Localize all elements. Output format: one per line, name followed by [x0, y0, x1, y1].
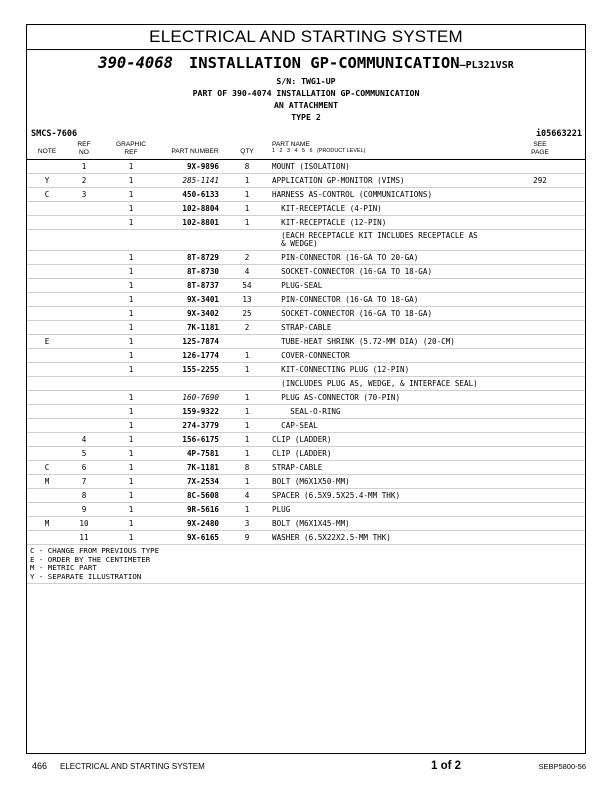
group-title: INSTALLATION GP-COMMUNICATION [188, 54, 460, 72]
ref-no-cell: 9 [81, 505, 87, 514]
ref-no-cell: 6 [81, 463, 87, 472]
ref-no-cell: 4 [81, 435, 87, 444]
part-name-cell: BOLT (M6X1X50-MM) [272, 477, 350, 486]
qty-cell: 4 [244, 267, 250, 276]
qty-cell: 1 [244, 351, 250, 360]
ref-no-cell: 8 [81, 491, 87, 500]
qty-cell: 1 [244, 477, 250, 486]
qty-cell: 1 [244, 407, 250, 416]
part-name-cell: PLUG-SEAL [272, 281, 323, 290]
part-name-cell: KIT-CONNECTING PLUG (12-PIN) [272, 365, 410, 374]
parts-heading [27, 54, 585, 123]
table-row [27, 363, 585, 377]
col-graphic-ref: GRAPHIC REF [115, 141, 147, 156]
attachment-line: AN ATTACHMENT [273, 100, 339, 110]
graphic-ref-cell: 1 [128, 176, 134, 185]
part-number-cell: 285-1141 [182, 176, 219, 185]
page-frame [26, 24, 586, 754]
graphic-ref-cell: 1 [128, 533, 134, 542]
graphic-ref-cell: 1 [128, 281, 134, 290]
part-name-cell: STRAP-CABLE [272, 463, 323, 472]
notes-legend [27, 547, 585, 584]
group-title-suffix: —PL321VSR [459, 60, 514, 71]
document-id: SEBP5800-56 [538, 762, 586, 771]
qty-cell: 3 [244, 519, 250, 528]
graphic-ref-cell: 1 [128, 393, 134, 402]
part-name-cell: PIN-CONNECTOR (16-GA TO 18-GA) [272, 295, 419, 304]
table-row [27, 251, 585, 265]
part-number-cell: 9X-2480 [186, 519, 219, 528]
graphic-ref-cell: 1 [128, 491, 134, 500]
legend-item: Y - SEPARATE ILLUSTRATION [30, 571, 142, 581]
qty-cell: 2 [244, 253, 250, 262]
graphic-ref-cell: 1 [128, 218, 134, 227]
part-number-cell: 7K-1181 [186, 463, 219, 472]
legend-item: M - METRIC PART [30, 563, 97, 572]
part-number-cell: 8T-8729 [186, 253, 219, 262]
part-number-cell: 9X-9896 [186, 162, 219, 171]
graphic-ref-cell: 1 [128, 435, 134, 444]
table-row [27, 216, 585, 230]
graphic-ref-cell: 1 [128, 162, 134, 171]
table-row [27, 230, 585, 251]
table-row [27, 475, 585, 489]
part-name-cell: SEAL-O-RING [272, 407, 341, 416]
part-name-cell: TUBE-HEAT SHRINK (5.72-MM DIA) (20-CM) [272, 337, 455, 346]
part-number-cell: 7X-2534 [186, 477, 219, 486]
graphic-ref-cell: 1 [128, 449, 134, 458]
part-number-cell: 102-8804 [182, 204, 219, 213]
part-name-cell: MOUNT (ISOLATION) [272, 162, 350, 171]
part-number-cell: 9X-3401 [186, 295, 219, 304]
graphic-ref-cell: 1 [128, 295, 134, 304]
graphic-ref-cell: 1 [128, 337, 134, 346]
col-product-level: 1 2 3 4 5 6 (PRODUCT LEVEL) [272, 148, 366, 154]
qty-cell: 13 [242, 295, 252, 304]
qty-cell: 1 [244, 449, 250, 458]
table-header [27, 141, 585, 160]
part-number-cell: 8T-8730 [186, 267, 219, 276]
part-number-cell: 8T-8737 [186, 281, 219, 290]
part-name-cell: KIT-RECEPTACLE (4-PIN) [272, 204, 382, 213]
qty-cell: 9 [244, 533, 250, 542]
part-number-cell: 126-1774 [182, 351, 219, 360]
note-cell: M [44, 477, 50, 486]
see-page-cell[interactable]: 292 [533, 176, 547, 185]
table-row [27, 391, 585, 405]
graphic-ref-cell: 1 [128, 309, 134, 318]
note-cell: C [44, 190, 50, 199]
part-name-cell: PLUG AS-CONNECTOR (70-PIN) [272, 393, 401, 402]
part-number-cell: 159-9322 [182, 407, 219, 416]
graphic-ref-cell: 1 [128, 365, 134, 374]
col-see-page: SEE PAGE [531, 141, 549, 156]
qty-cell: 4 [244, 491, 250, 500]
table-row [27, 349, 585, 363]
table-row [27, 405, 585, 419]
table-row [27, 293, 585, 307]
table-row [27, 461, 585, 475]
qty-cell: 1 [244, 435, 250, 444]
col-part-name: PART NAME [272, 141, 310, 148]
graphic-ref-cell: 1 [128, 463, 134, 472]
part-name-cell: STRAP-CABLE [272, 323, 332, 332]
table-row [27, 489, 585, 503]
table-row [27, 307, 585, 321]
qty-cell: 1 [244, 218, 250, 227]
ref-no-cell: 3 [81, 190, 87, 199]
smcs-code: SMCS-7606 [31, 129, 78, 139]
graphic-ref-cell: 1 [128, 421, 134, 430]
part-name-cell: PIN-CONNECTOR (16-GA TO 20-GA) [272, 253, 419, 262]
qty-cell: 1 [244, 190, 250, 199]
part-name-cell: (EACH RECEPTACLE KIT INCLUDES RECEPTACLE AS & WEDGE) [281, 230, 478, 248]
note-cell: M [44, 519, 50, 528]
qty-cell: 1 [244, 365, 250, 374]
part-number-cell: 274-3779 [182, 421, 219, 430]
graphic-ref-cell: 1 [128, 253, 134, 262]
part-name-cell: SOCKET-CONNECTOR (16-GA TO 18-GA) [272, 309, 433, 318]
note-cell: E [44, 337, 50, 346]
qty-cell: 1 [244, 176, 250, 185]
legend-item: E - ORDER BY THE CENTIMETER [30, 554, 151, 564]
parts-table-body [27, 160, 585, 545]
heading-title-line [27, 54, 585, 75]
graphic-ref-cell: 1 [128, 267, 134, 276]
part-of-line: PART OF 390-4074 INSTALLATION GP-COMMUNICATION [192, 88, 420, 98]
part-number-cell: 9R-5616 [186, 505, 219, 514]
part-number-cell: 9X-6165 [186, 533, 219, 542]
qty-cell: 1 [244, 505, 250, 514]
part-name-cell: BOLT (M6X1X45-MM) [272, 519, 350, 528]
col-qty: QTY [240, 148, 254, 155]
qty-cell: 2 [244, 323, 250, 332]
part-number-cell: 156-6175 [182, 435, 219, 444]
qty-cell: 54 [242, 281, 252, 290]
qty-cell: 8 [244, 162, 250, 171]
part-number-cell: 450-6133 [182, 190, 219, 199]
graphic-ref-cell: 1 [128, 204, 134, 213]
note-cell: C [44, 463, 50, 472]
table-row [27, 160, 585, 174]
ref-no-cell: 11 [79, 533, 89, 542]
table-row [27, 321, 585, 335]
legend-item: C - CHANGE FROM PREVIOUS TYPE [30, 546, 160, 555]
page-footer [26, 760, 586, 774]
qty-cell: 1 [244, 204, 250, 213]
part-number-cell: 7K-1181 [186, 323, 219, 332]
part-name-cell: CLIP (LADDER) [272, 449, 332, 458]
part-name-cell: APPLICATION GP-MONITOR (VIMS) [272, 176, 405, 185]
part-name-cell: COVER-CONNECTOR [272, 351, 350, 360]
table-row [27, 265, 585, 279]
part-number-cell: 4P-7581 [186, 449, 219, 458]
table-row [27, 279, 585, 293]
ref-no-cell: 5 [81, 449, 87, 458]
part-number-cell: 102-8801 [182, 218, 219, 227]
graphic-ref-cell: 1 [128, 190, 134, 199]
serial-number: S/N: TWG1-UP [276, 76, 336, 86]
table-row [27, 174, 585, 188]
table-row [27, 377, 585, 391]
part-name-cell: KIT-RECEPTACLE (12-PIN) [272, 218, 387, 227]
graphic-ref-cell: 1 [128, 477, 134, 486]
col-part-number: PART NUMBER [171, 148, 219, 155]
qty-cell: 1 [244, 421, 250, 430]
section-title: ELECTRICAL AND STARTING SYSTEM [27, 25, 585, 50]
graphic-ref-cell: 1 [128, 519, 134, 528]
part-name-cell: CAP-SEAL [272, 421, 318, 430]
note-cell: Y [44, 176, 50, 185]
part-number-cell: 9X-3402 [186, 309, 219, 318]
graphic-ref-cell: 1 [128, 505, 134, 514]
part-number-cell: 155-2255 [182, 365, 219, 374]
qty-cell: 1 [244, 393, 250, 402]
table-row [27, 531, 585, 545]
part-name-cell: SPACER (6.5X9.5X25.4-MM THK) [272, 491, 401, 500]
part-number-cell: 125-7874 [182, 337, 219, 346]
table-row [27, 433, 585, 447]
qty-cell: 25 [242, 309, 252, 318]
table-row [27, 188, 585, 202]
type-line: TYPE 2 [291, 112, 321, 122]
part-name-cell: (INCLUDES PLUG AS, WEDGE, & INTERFACE SEAL) [272, 379, 478, 388]
smcs-bar [27, 129, 585, 141]
qty-cell: 8 [244, 463, 250, 472]
ref-no-cell: 7 [81, 477, 87, 486]
part-number-cell: 8C-5608 [186, 491, 219, 500]
graphic-ref-cell: 1 [128, 351, 134, 360]
ref-no-cell: 10 [79, 519, 89, 528]
ref-no-cell: 1 [81, 162, 87, 171]
part-number-cell: 160-7690 [182, 393, 219, 402]
part-name-cell: HARNESS AS-CONTROL (COMMUNICATIONS) [272, 190, 433, 199]
part-name-cell: SOCKET-CONNECTOR (16-GA TO 18-GA) [272, 267, 433, 276]
table-row [27, 503, 585, 517]
part-name-cell: CLIP (LADDER) [272, 435, 332, 444]
table-row [27, 419, 585, 433]
page-number: 466 [32, 761, 48, 771]
table-row [27, 202, 585, 216]
table-row [27, 447, 585, 461]
graphic-ref-cell: 1 [128, 323, 134, 332]
page-of: 1 of 2 [431, 760, 462, 772]
graphic-ref-cell: 1 [128, 407, 134, 416]
part-name-cell: PLUG [272, 505, 291, 514]
table-row [27, 335, 585, 349]
footer-section: ELECTRICAL AND STARTING SYSTEM [60, 762, 205, 771]
ref-no-cell: 2 [81, 176, 87, 185]
illustration-id: i05663221 [535, 129, 582, 139]
table-row [27, 517, 585, 531]
col-ref-no: REF NO [77, 141, 91, 156]
group-part-number: 390-4068 [98, 54, 173, 72]
col-note: NOTE [37, 148, 57, 155]
part-name-cell: WASHER (6.5X22X2.5-MM THK) [272, 533, 391, 542]
